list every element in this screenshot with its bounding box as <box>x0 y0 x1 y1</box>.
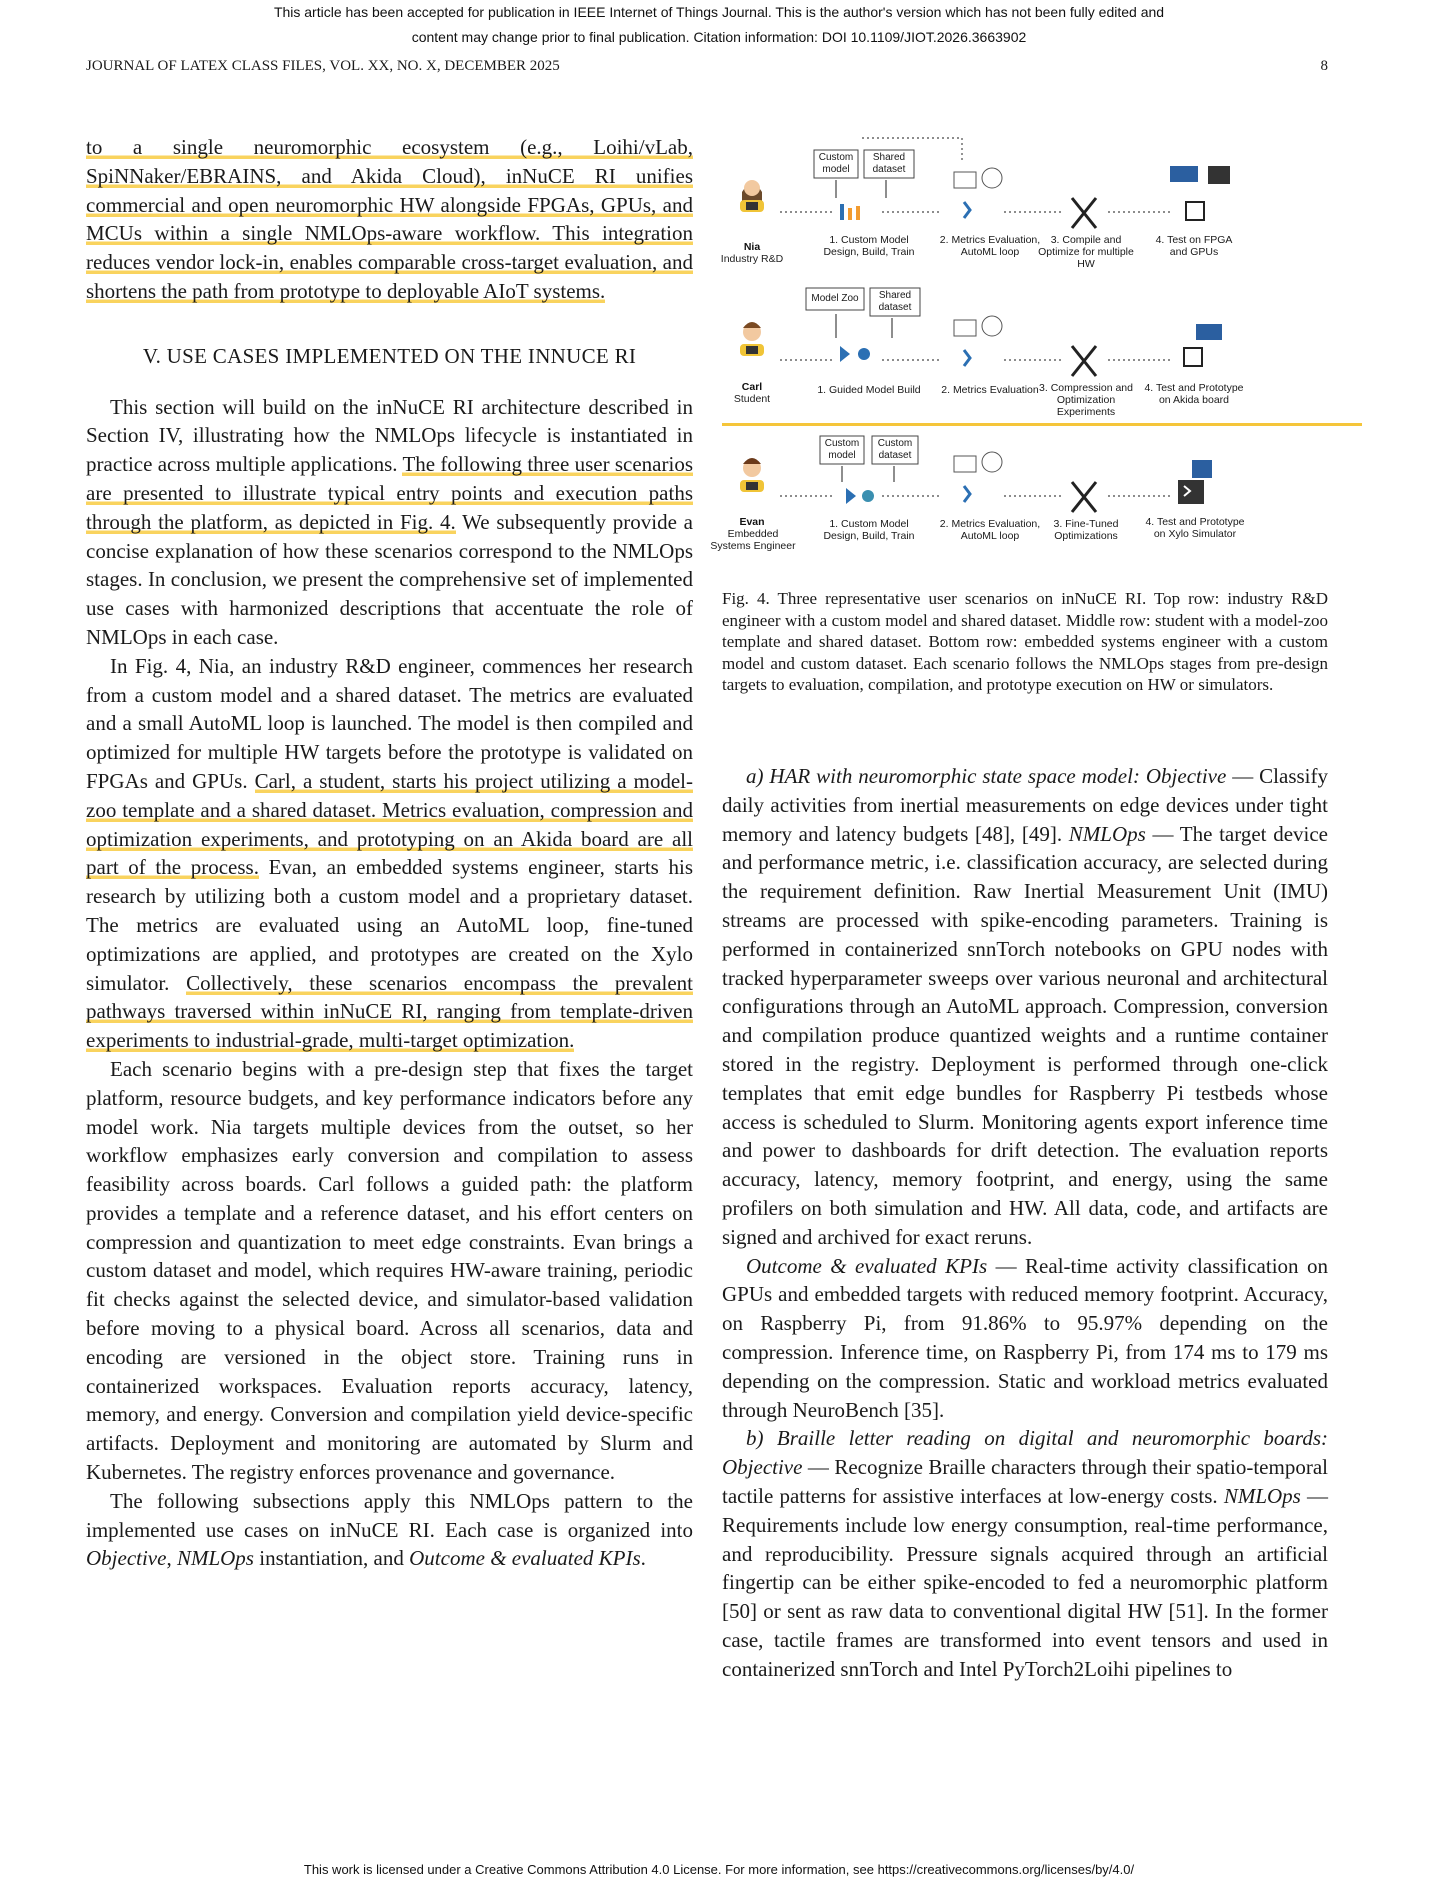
input-box-label: Custom dataset <box>877 438 913 461</box>
user-name-carl: Carl <box>741 381 763 393</box>
license-footer: This work is licensed under a Creative Commons Attribution 4.0 License. For more information, see https://creativecommons.org/licenses/by/4.0/ <box>303 1862 1135 1877</box>
paragraph-har-use-case: a) HAR with neuromorphic state space model: Objective — Classify daily activities from inertial measurements on edge devices under tight memory and latency budgets [48], [49]. NMLOps — The target device and performance metric, i.e. classification accuracy, are selected during the requirement definition. Raw Inertial Measurement Unit (IMU) streams are processed with spike-encoding parameters. Training is performed in containerized snnTorch notebooks on GPU nodes with tracked hyperparameter sweeps over various neuronal and architectural configurations through an AutoML approach. Compression, conversion and compilation produce quantized weights and a runtime container stored in the registry. Deployment is performed through one-click templates that emit edge bundles for Raspberry Pi testbeds whose access is scheduled to Slurm. Monitoring agents export inference time and power to dashboards for drift detection. The evaluation reports accuracy, latency, memory footprint, and energy, using the same profilers on both simulation and HW. All data, code, and artifacts are signed and archived for exact reruns. <box>722 764 1328 1249</box>
journal-name: JOURNAL OF LATEX CLASS FILES, VOL. XX, NO. X, DECEMBER 2025 <box>86 58 560 74</box>
tools-icon <box>1072 346 1096 376</box>
xylo-simulator-icon <box>1178 460 1212 504</box>
input-box-label: Shared dataset <box>878 290 912 313</box>
guided-build-icon <box>840 346 870 362</box>
step-label: 3. Compression and Optimization Experiments <box>1039 382 1133 418</box>
step-label: 4. Test and Prototype on Akida board <box>1144 382 1244 406</box>
banner-line-1: This article has been accepted for publication in IEEE Internet of Things Journal. This is the author's version which has not been fully edited and <box>273 4 1165 20</box>
model-build-icon <box>846 488 874 504</box>
user-role-carl: Student <box>733 393 771 405</box>
user-name-nia: Nia <box>743 241 761 253</box>
input-box-label: Custom model <box>824 438 860 461</box>
arrow <box>836 180 886 198</box>
step-label: 4. Test on FPGA and GPUs <box>1155 234 1233 258</box>
paragraph-intro-continued <box>86 133 693 306</box>
highlight-band <box>722 423 1362 426</box>
model-build-icon <box>840 204 860 220</box>
metrics-evaluation-icon <box>954 316 1002 366</box>
step-label: 2. Metrics Evaluation, AutoML loop <box>939 518 1041 542</box>
metrics-evaluation-icon <box>954 452 1002 502</box>
input-box-label: Model Zoo <box>811 293 859 304</box>
user-role-evan: Embedded Systems Engineer <box>710 528 796 552</box>
subsection-title: a) HAR with neuromorphic state space model: Objective <box>746 764 1227 788</box>
scenario-row-nia <box>721 138 1240 274</box>
highlighted-text: Carl, a student, starts his project utilizing a model-zoo template and a shared dataset. Metrics evaluation, compression and optimization experiments, and prototyping on an Akida board are all part of the process. <box>86 768 693 880</box>
scenario-row-evan <box>708 436 1250 558</box>
subsection-title: b) Braille letter reading on digital and neuromorphic boards: Objective <box>722 1426 1328 1480</box>
arrow <box>842 466 894 482</box>
step-label: 3. Compile and Optimize for multiple HW <box>1038 234 1134 270</box>
section-heading: V. USE CASES IMPLEMENTED ON THE INNUCE RI <box>142 343 637 368</box>
step-label: 3. Fine-Tuned Optimizations <box>1053 518 1119 542</box>
step-label: 2. Metrics Evaluation, AutoML loop <box>939 234 1041 258</box>
arrow <box>836 314 892 338</box>
avatar-nia-icon <box>740 180 764 212</box>
akida-board-icon <box>1184 324 1222 366</box>
highlighted-text: to a single neuromorphic ecosystem (e.g., Loihi/vLab, SpiNNaker/EBRAINS, and Akida Cloud), inNuCE RI unifies commercial and open neuromorphic HW alongside FPGAs, GPUs, and MCUs within a single NMLOps-aware workflow. This integration reduces vendor lock-in, enables comparable cross-target evaluation, and shortens the path from prototype to deployable AIoT systems. <box>86 135 693 303</box>
avatar-carl-icon <box>740 322 764 356</box>
paragraph-subsections: The following subsections apply this NMLOps pattern to the implemented use cases on inNuCE RI. Each case is organized into Objective, NMLOps instantiation, and Outcome & evaluated KPIs. <box>86 1488 693 1571</box>
paragraph-section-intro: This section will build on the inNuCE RI architecture described in Section IV, illustrating how the NMLOps lifecycle is instantiated in practice across multiple applications. The following three user scenarios are presented to illustrate typical entry points and execution paths through the platform, as depicted in Fig. 4. We subsequently provide a concise explanation of how these scenarios correspond to the NMLOps stages. In conclusion, we present the comprehensive set of implemented use cases with harmonized descriptions that accentuate the role of NMLOps in each case. <box>86 394 694 649</box>
step-label: 1. Guided Model Build <box>817 384 921 396</box>
user-name-evan: Evan <box>739 516 765 528</box>
tools-icon <box>1072 198 1096 228</box>
left-column <box>86 133 693 1573</box>
user-role-nia: Industry R&D <box>720 253 784 265</box>
step-label: 1. Custom Model Design, Build, Train <box>823 518 915 542</box>
input-box-label: Custom model <box>818 152 854 175</box>
page-number: 8 <box>1320 58 1328 74</box>
right-column <box>722 762 1328 1684</box>
metrics-evaluation-icon <box>954 168 1002 218</box>
avatar-evan-icon <box>740 458 764 492</box>
highlighted-text: Collectively, these scenarios encompass the prevalent pathways traversed within inNuCE RI, ranging from template-driven experiments to industrial-grade, multi-target optimization. <box>86 970 693 1053</box>
paragraph-har-outcome: Outcome & evaluated KPIs — Real-time activity classification on GPUs and embedded targets with reduced memory footprint. Accuracy, on Raspberry Pi, from 91.86% to 95.97% depending on the compression. Inference time, on Raspberry Pi, from 174 ms to 179 ms depending on the compression. Static and workload metrics evaluated through NeuroBench [35]. <box>722 1253 1328 1422</box>
running-header <box>86 58 1328 75</box>
figure-caption: Fig. 4. Three representative user scenarios on inNuCE RI. Top row: industry R&D engineer with a custom model and shared dataset. Middle row: student with a model-zoo template and shared dataset. Bottom row: embedded systems engineer with a custom model and custom dataset. Each scenario follows the NMLOps stages from pre-design targets to evaluation, compilation, and prototype execution on HW or simulators. <box>722 589 1328 694</box>
step-label: 1. Custom Model Design, Build, Train <box>823 234 915 258</box>
fpga-gpu-hardware-icon <box>1170 166 1230 220</box>
highlighted-text: The following three user scenarios are presented to illustrate typical entry points and execution paths through the platform, as depicted in Fig. 4. <box>86 452 694 534</box>
banner-line-2: content may change prior to final publication. Citation information: DOI 10.1109/JIOT.2026.3663902 <box>411 29 1027 45</box>
tools-icon <box>1072 482 1096 512</box>
step-label: 2. Metrics Evaluation <box>941 384 1039 396</box>
scenario-row-carl <box>734 288 1246 422</box>
figure-4-user-scenarios <box>710 138 1362 563</box>
paragraph-braille-use-case: b) Braille letter reading on digital and neuromorphic boards: Objective — Recognize Braille characters through their spatio-temporal tactile patterns for assistive interfaces at low-energy costs. NMLOps — Requirements include low energy consumption, real-time performance, and reproducibility. Pressure signals acquired through an artificial fingertip can be either spike-encoded to fed a neuromorphic platform [50] or sent as raw data to conventional digital HW [51]. In the former case, tactile frames are transformed into event tensors and used in containerized snnTorch and Intel PyTorch2Loihi pipelines to <box>722 1426 1328 1681</box>
input-box-label: Shared dataset <box>872 152 906 175</box>
paragraph-predesign: Each scenario begins with a pre-design step that fixes the target platform, resource budgets, and key performance indicators before any model work. Nia targets multiple devices from the outset, so her workflow emphasizes early conversion and compilation to assess feasibility across boards. Carl follows a guided path: the platform provides a template and a reference dataset, and his effort centers on compression and quantization to meet edge constraints. Evan brings a custom dataset and model, which requires HW-aware training, periodic fit checks against the selected device, and simulator-based validation before moving to a physical board. Across all scenarios, data and encoding are versioned in the object store. Training runs in containerized workspaces. Evaluation reports accuracy, latency, memory, and energy. Conversion and compilation yield device-specific artifacts. Deployment and monitoring are automated by Slurm and Kubernetes. The registry enforces provenance and governance. <box>86 1056 693 1485</box>
step-label: 4. Test and Prototype on Xylo Simulator <box>1145 516 1245 540</box>
paragraph-scenarios: In Fig. 4, Nia, an industry R&D engineer, commences her research from a custom model and a shared dataset. The metrics are evaluated and a small AutoML loop is launched. The model is then compiled and optimized for multiple HW targets before the prototype is validated on FPGAs and GPUs. Carl, a student, starts his project utilizing a model-zoo template and a shared dataset. Metrics evaluation, compression and optimization experiments, and prototyping on an Akida board are all part of the process. Evan, an embedded systems engineer, starts his research by utilizing both a custom model and a proprietary dataset. The metrics are evaluated using an AutoML loop, fine-tuned optimizations are applied, and prototypes are created on the Xylo simulator. Collectively, these scenarios encompass the prevalent pathways traversed within inNuCE RI, ranging from template-driven experiments to industrial-grade, multi-target optimization. <box>86 653 693 1053</box>
publication-banner <box>0 0 1438 50</box>
